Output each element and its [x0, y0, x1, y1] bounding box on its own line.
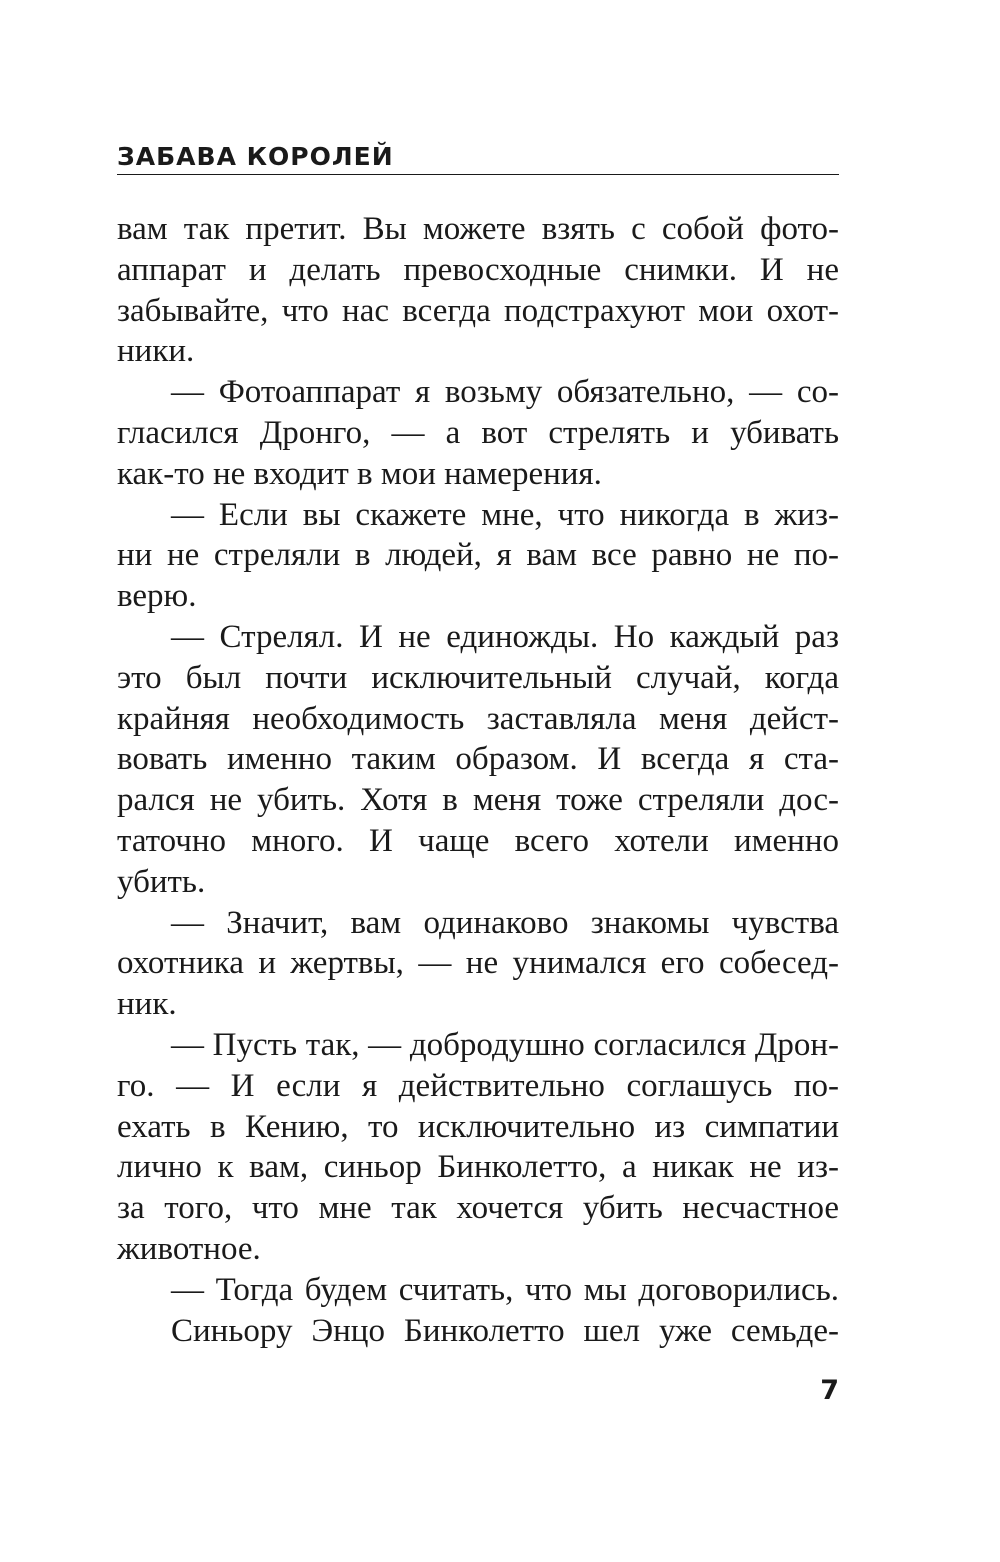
body-text	[117, 209, 839, 1351]
text-line: — Тогда будем считать, что мы договорились.	[171, 1271, 839, 1308]
text-line: ни не стреляли в людей, я вам все равно не по-	[117, 537, 839, 574]
text-line: — Если вы скажете мне, что никогда в жиз-	[171, 496, 839, 533]
text-line: — Фотоаппарат я возьму обязательно, — со-	[171, 374, 839, 411]
text-line: за того, что мне так хочется убить несчастное	[117, 1190, 839, 1227]
text-line: охотника и жертвы, — не унимался его собесед-	[117, 945, 839, 982]
text-line: вовать именно таким образом. И всегда я ста-	[117, 741, 839, 778]
text-line: ники.	[117, 333, 195, 370]
running-title: ЗАБАВА КОРОЛЕЙ	[117, 142, 394, 171]
text-line: крайняя необходимость заставляла меня дейст-	[117, 700, 839, 737]
text-line: убить.	[117, 863, 206, 900]
text-line: аппарат и делать превосходные снимки. И не	[117, 251, 839, 288]
text-line: таточно много. И чаще всего хотели именно	[117, 822, 839, 859]
text-line: лично к вам, синьор Бинколетто, а никак не из-	[117, 1149, 839, 1186]
book-page	[117, 0, 839, 1562]
text-line: забывайте, что нас всегда подстрахуют мои охот-	[117, 292, 839, 329]
header-rule	[117, 174, 839, 175]
page-number: 7	[820, 1375, 839, 1406]
text-line: гласился Дронго, — а вот стрелять и убивать	[117, 414, 839, 451]
text-line: — Пусть так, — добродушно согласился Дрон-	[171, 1026, 839, 1063]
text-line: го. — И если я действительно соглашусь по-	[117, 1067, 839, 1104]
text-line: вам так претит. Вы можете взять с собой фото-	[117, 211, 839, 247]
text-line: ехать в Кению, то исключительно из симпатии	[117, 1108, 839, 1145]
text-line: как-то не входит в мои намерения.	[117, 455, 602, 492]
text-line: рался не убить. Хотя в меня тоже стреляли дос-	[117, 782, 839, 819]
text-line: ник.	[117, 986, 177, 1023]
text-line: животное.	[117, 1230, 261, 1267]
text-line: — Стрелял. И не единожды. Но каждый раз	[171, 618, 839, 655]
text-line: — Значит, вам одинаково знакомы чувства	[171, 904, 839, 941]
text-line: это был почти исключительный случай, когда	[117, 659, 839, 696]
text-line: Синьору Энцо Бинколетто шел уже семьде-	[171, 1312, 839, 1349]
text-line: верю.	[117, 578, 197, 615]
